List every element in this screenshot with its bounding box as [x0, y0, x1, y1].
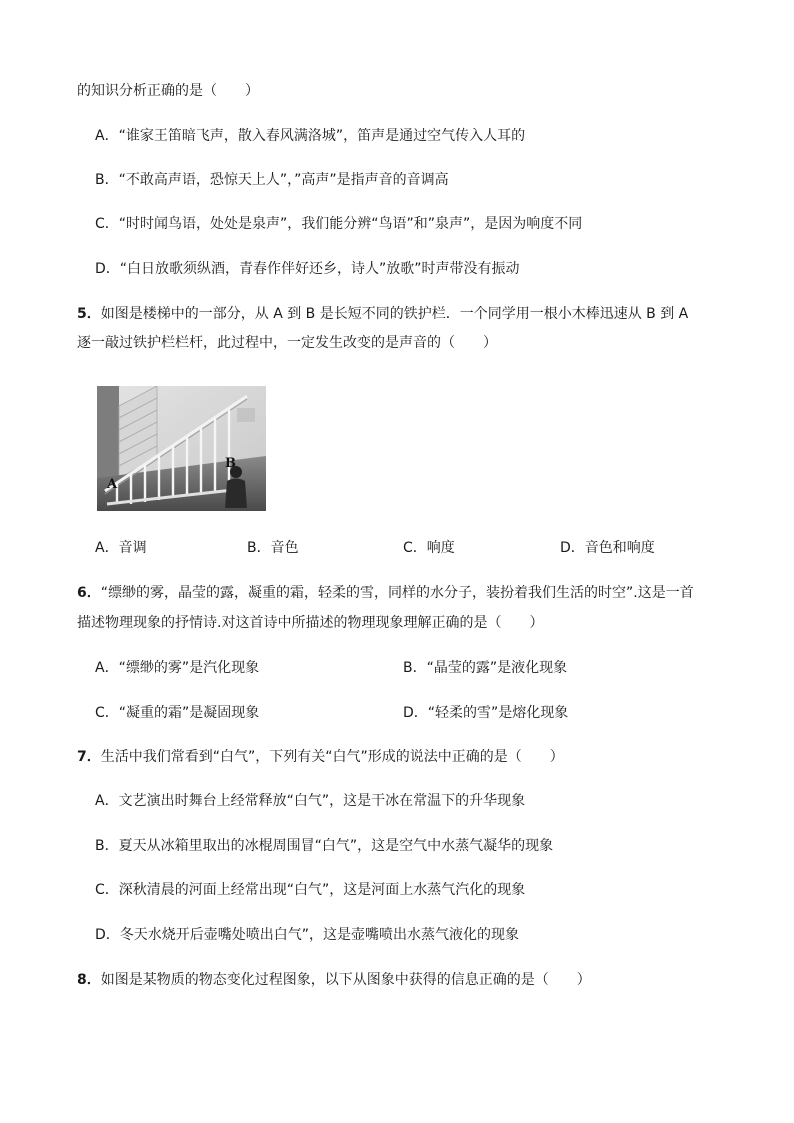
intro-line: 的知识分析正确的是（ ）: [77, 83, 259, 99]
figure-label-b: B: [225, 456, 236, 471]
q6-line1: [77, 583, 694, 603]
q5-option-c: C．响度: [403, 540, 455, 556]
staircase-illustration: [97, 386, 266, 511]
q7-text-1: 生活中我们常看到“白气”，下列有关“白气”形成的说法中正确的是（ ）: [100, 749, 564, 765]
q7-option-d: D．冬天水烧开后壶嘴处喷出白气”，这是壶嘴喷出水蒸气液化的现象: [95, 927, 520, 943]
q5-text-1: 如图是楼梯中的一部分，从 A 到 B 是长短不同的铁护栏．一个同学用一根小木棒迅速从 B 到 A: [100, 306, 689, 322]
q5-line2: 逐一敲过铁护栏栏杆，此过程中，一定发生改变的是声音的（ ）: [77, 335, 497, 351]
q5-option-b: B．音色: [247, 540, 299, 556]
q4-option-c: C．“时时闻鸟语，处处是泉声”，我们能分辨“鸟语”和”泉声”，是因为响度不同: [95, 216, 583, 232]
q4-option-d: D．“白日放歌须纵酒，青春作伴好还乡，诗人”放歌”时声带没有振动: [95, 261, 520, 277]
q6-number: 6．: [77, 585, 101, 601]
figure-label-a: A: [107, 477, 118, 492]
staircase-photo: [97, 386, 266, 511]
q7-number: 7．: [77, 749, 101, 765]
q5-line1: [77, 304, 688, 324]
q7-option-a: A．文艺演出时舞台上经常释放“白气”，这是干冰在常温下的升华现象: [95, 793, 526, 809]
q7-option-c: C．深秋清晨的河面上经常出现“白气”，这是河面上水蒸气汽化的现象: [95, 882, 526, 898]
q6-option-b: B．“晶莹的露”是液化现象: [403, 660, 568, 676]
q7-line1: [77, 747, 564, 767]
q6-text-1: “缥缈的雾，晶莹的露，凝重的霜，轻柔的雪，同样的水分子，装扮着我们生活的时空”.这是一首: [100, 585, 694, 601]
q6-option-d: D．“轻柔的雪”是熔化现象: [403, 705, 569, 721]
q4-option-b: B．“不敢高声语，恐惊天上人”，”高声”是指声音的音调高: [95, 172, 449, 188]
q6-line2: 描述物理现象的抒情诗.对这首诗中所描述的物理现象理解正确的是（ ）: [77, 615, 544, 631]
q7-option-b: B．夏天从冰箱里取出的冰棍周围冒“白气”，这是空气中水蒸气凝华的现象: [95, 838, 554, 854]
q8-number: 8．: [77, 972, 101, 988]
q5-number: 5．: [77, 306, 101, 322]
q8-line1: [77, 970, 591, 990]
q5-option-a: A．音调: [95, 540, 147, 556]
q6-option-a: A．“缥缈的雾”是汽化现象: [95, 660, 260, 676]
q4-option-a: A．“谁家王笛暗飞声，散入春风满洛城”，笛声是通过空气传入人耳的: [95, 128, 526, 144]
q5-option-d: D．音色和响度: [560, 540, 655, 556]
q8-text-1: 如图是某物质的物态变化过程图象，以下从图象中获得的信息正确的是（ ）: [100, 972, 591, 988]
q6-option-c: C．“凝重的霜”是凝固现象: [95, 705, 260, 721]
